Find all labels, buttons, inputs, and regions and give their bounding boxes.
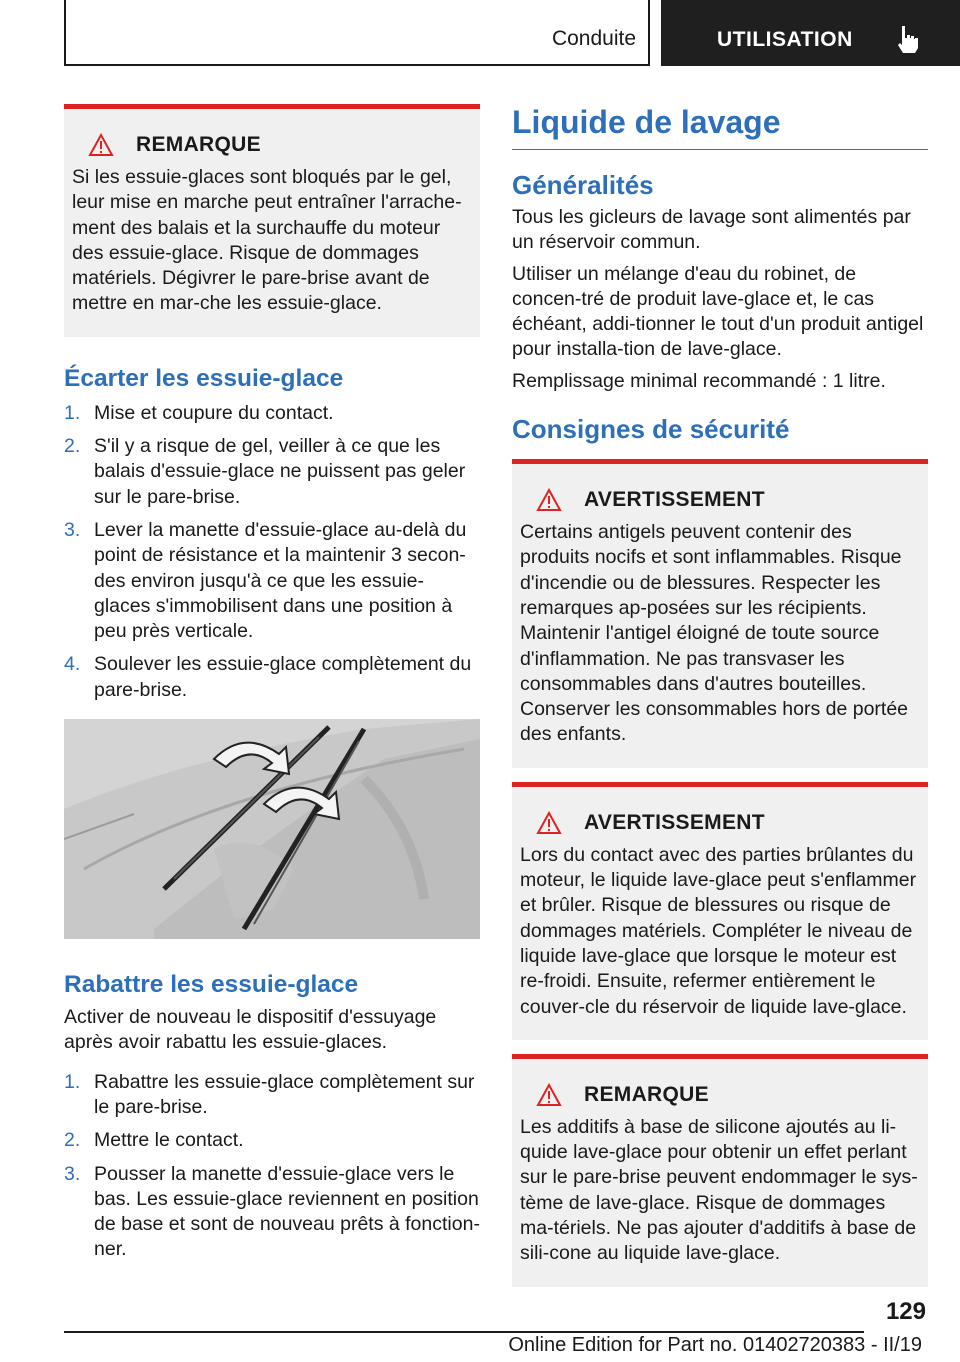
fold-wipers-intro: Activer de nouveau le dispositif d'essuyage après avoir rabattu les essuie-glaces. — [64, 1006, 437, 1054]
general-paragraph: Utiliser un mélange d'eau du robinet, de concen-tré de produit lave-glace et, le cas échéant, addi-tionner le tout d'un produit antigel pour installa-tion de lave-glace. — [512, 262, 924, 361]
section-name: Conduite — [551, 27, 636, 50]
step-item: 2. S'il y a risque de gel, veiller à ce que les balais d'essuie-glace ne puissent pas geler sur le pare-brise. — [64, 435, 466, 508]
windshield-wiper-drawing — [64, 719, 480, 939]
warning-box — [512, 459, 928, 768]
step-item: 1. Mise et coupure du contact. — [64, 401, 334, 424]
step-item: 2. Mettre le contact. — [64, 1129, 244, 1152]
chapter-name: UTILISATION — [717, 28, 853, 51]
section-title-safety: Consignes de sécurité — [512, 414, 790, 445]
warning-triangle-icon — [536, 811, 562, 835]
right-column — [512, 104, 928, 1287]
step-item: 3. Lever la manette d'essuie-glace au-delà du point de résistance et la maintenir 3 secon-des environ jusqu'à ce que les essuie-glaces s'immobilisent dans une position à peu près verticale. — [64, 518, 467, 643]
section-title-fold-wipers: Rabattre les essuie-glace — [64, 971, 359, 999]
chapter-tab[interactable] — [661, 0, 960, 66]
step-item: 1. Rabattre les essuie-glace complètement sur le pare-brise. — [64, 1070, 475, 1118]
footer-edition: Online Edition for Part no. 01402720383 - II/19 — [508, 1334, 922, 1356]
general-paragraph: Remplissage minimal recommandé : 1 litre. — [512, 369, 886, 392]
note-title: REMARQUE — [136, 133, 261, 156]
fold-wipers-steps — [64, 1070, 480, 1263]
warning-text: Lors du contact avec des parties brûlantes du moteur, le liquide lave-glace peut s'enflammer et brûler. Risque de blessures ou risque de dommages matériels. Compléter le niveau de liquide lave-glace que lorsque le moteur est re-froidi. Ensuite, refermer entièrement le couver-cle du réservoir de liquide lave-glace. — [520, 843, 917, 1018]
note-box — [64, 104, 480, 337]
warning-title: AVERTISSEMENT — [584, 810, 765, 834]
warning-triangle-icon — [88, 133, 114, 157]
step-item: 3. Pousser la manette d'essuie-glace vers le bas. Les essuie-glace reviennent en position de base et sont de nouveau prêts à fonction-ner. — [64, 1162, 480, 1261]
warning-title: AVERTISSEMENT — [584, 488, 765, 512]
hand-pointer-icon — [893, 24, 921, 54]
section-header-box — [64, 0, 650, 66]
warning-box — [512, 782, 928, 1040]
note-box — [512, 1054, 928, 1287]
chapter-title: Liquide de lavage — [512, 104, 928, 150]
wiper-illustration — [64, 719, 480, 939]
step-item: 4. Soulever les essuie-glace complètement du pare-brise. — [64, 653, 472, 701]
warning-text: Certains antigels peuvent contenir des produits nocifs et sont inflammables. Risque d'incendie ou de blessures. Respecter les remarques ap-posées sur les récipients. Maintenir l'antigel éloigné de toute source d'inflammation. Ne pas transvaser les consommables dans d'autres bouteilles. Conserver les consommables hors de portée des enfants. — [520, 521, 909, 746]
warning-triangle-icon — [536, 488, 562, 512]
general-paragraph: Tous les gicleurs de lavage sont alimentés par un réservoir commun. — [512, 206, 911, 254]
spread-wipers-steps — [64, 401, 480, 703]
section-title-spread-wipers: Écarter les essuie-glace — [64, 364, 344, 392]
note-text: Les additifs à base de silicone ajoutés au li-quide lave-glace pour obtenir un effet perlant sur le pare-brise peuvent endommager le sys-tème de lave-glace. Risque de dommages ma-tériels. Ne pas ajouter d'additifs à base de sili-cone au liquide lave-glace. — [520, 1115, 918, 1265]
warning-triangle-icon — [536, 1083, 562, 1107]
page-number: 129 — [885, 1298, 926, 1325]
section-title-general: Généralités — [512, 170, 654, 200]
page-header — [64, 0, 960, 66]
note-title: REMARQUE — [584, 1082, 709, 1106]
note-text: Si les essuie-glaces sont bloqués par le gel, leur mise en marche peut entraîner l'arrache-ment des balais et la surchauffe du moteur des essuie-glace. Risque de dommages matériels. Dégivrer le pare-brise avant de mettre en mar-che les essuie-glace. — [72, 166, 462, 315]
footer-divider — [64, 1331, 864, 1333]
left-column — [64, 104, 480, 1271]
